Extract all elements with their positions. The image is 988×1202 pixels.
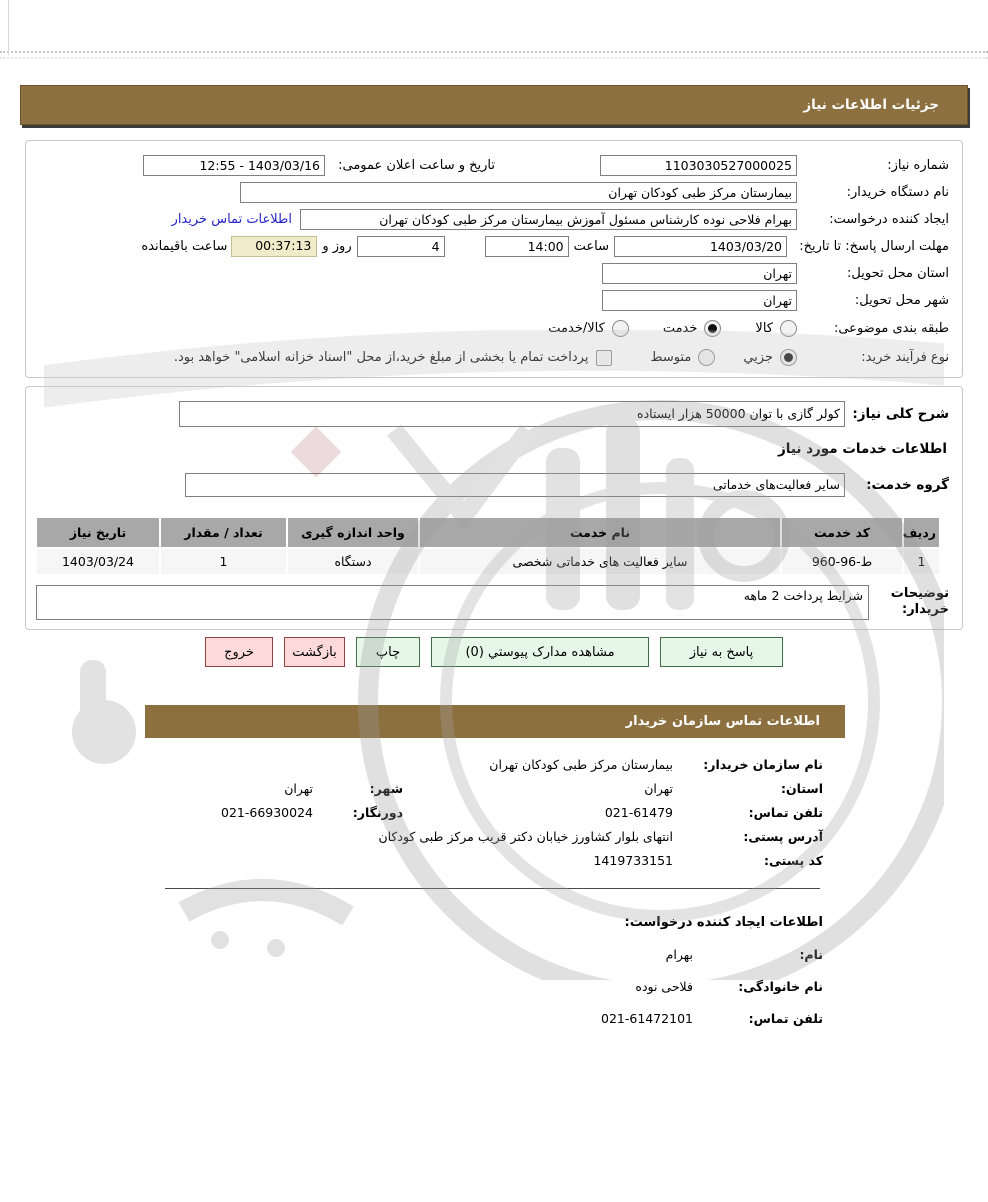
announce-datetime-input[interactable]	[143, 155, 325, 176]
radio-goods-service[interactable]	[612, 320, 629, 337]
details-header-title: جزئیات اطلاعات نیاز	[803, 97, 939, 113]
cell-service-code: ط-96-960	[782, 549, 902, 574]
respond-button[interactable]: پاسخ به نیاز	[660, 637, 783, 667]
row-buyer-device	[36, 179, 949, 206]
buyer-notes-label: توضیحات خریدار:	[890, 586, 949, 618]
org-name-value: بیمارستان مرکز طبی کودکان تهران	[489, 757, 673, 772]
radio-goods-label: کالا	[755, 321, 773, 336]
creator-first-name-value: بهرام	[665, 947, 693, 962]
org-fax-label: دورنگار:	[352, 805, 403, 820]
cell-row-no: 1	[904, 549, 939, 574]
section-divider	[165, 888, 820, 889]
category-option-goods-service[interactable]	[548, 320, 629, 337]
view-attachments-button[interactable]: مشاهده مدارک پیوستي (0)	[431, 637, 649, 667]
radio-medium-label: متوسط	[650, 350, 692, 365]
row-process-type	[36, 343, 949, 372]
delivery-province-label: استان محل تحویل:	[847, 266, 949, 281]
need-number-label: شماره نیاز:	[887, 158, 949, 173]
delivery-city-input[interactable]	[602, 290, 797, 311]
deadline-time-input[interactable]	[485, 236, 569, 257]
row-creator-first-name	[145, 947, 845, 962]
exit-button[interactable]: خروج	[205, 637, 273, 667]
row-phone-fax	[145, 805, 845, 820]
creator-phone-label: تلفن تماس:	[748, 1011, 823, 1026]
org-phone-value: 021-61479	[604, 805, 673, 820]
row-address	[145, 829, 845, 844]
service-group-input[interactable]	[185, 473, 845, 497]
print-button[interactable]: چاپ	[356, 637, 420, 667]
delivery-city-label: شهر محل تحویل:	[854, 293, 949, 308]
org-province-label: استان:	[780, 781, 823, 796]
services-table-header-row	[37, 518, 939, 547]
category-label: طبقه بندی موضوعی:	[833, 321, 949, 336]
org-address-label: آدرس پستی:	[743, 829, 823, 844]
cell-unit: دستگاه	[288, 549, 418, 574]
request-info-panel	[25, 140, 963, 378]
table-row	[37, 549, 939, 574]
back-button[interactable]: بازگشت	[284, 637, 345, 667]
col-row-no: ردیف	[904, 518, 939, 547]
page-edge-line	[8, 0, 9, 55]
action-button-row	[0, 637, 988, 667]
need-number-input[interactable]	[600, 155, 797, 176]
deadline-hour-label: ساعت	[573, 239, 609, 254]
row-org-name	[145, 757, 845, 772]
row-need-number	[36, 152, 949, 179]
category-option-service[interactable]	[663, 320, 722, 337]
creator-input[interactable]	[300, 209, 797, 230]
radio-service[interactable]	[704, 320, 721, 337]
category-option-goods[interactable]	[755, 320, 797, 337]
radio-minor-label: جزيي	[743, 350, 773, 365]
countdown-timer: 00:37:13	[231, 236, 317, 257]
row-buyer-notes	[36, 585, 949, 620]
buyer-notes-input[interactable]: شرایط پرداخت 2 ماهه	[36, 585, 869, 620]
remaining-hours-label: ساعت باقیمانده	[141, 239, 228, 254]
services-table	[35, 516, 941, 576]
col-need-date: تاریخ نیاز	[37, 518, 159, 547]
row-creator	[36, 206, 949, 233]
process-type-label: نوع فرآیند خرید:	[861, 350, 949, 365]
org-province-value: تهران	[644, 781, 673, 796]
row-need-description	[36, 399, 949, 428]
row-creator-phone	[145, 1011, 845, 1026]
row-creator-last-name	[145, 979, 845, 994]
deadline-days-input[interactable]	[357, 236, 445, 257]
creator-last-name-label: نام خانوادگی:	[738, 979, 823, 994]
need-description-input[interactable]	[179, 401, 845, 427]
row-category	[36, 314, 949, 343]
creator-info-heading: اطلاعات ایجاد کننده درخواست:	[624, 915, 823, 930]
cell-service-name: سایر فعالیت های خدماتی شخصی	[420, 549, 780, 574]
process-option-minor[interactable]	[743, 349, 797, 366]
org-address-value: انتهای بلوار کشاورز خیابان دکتر قریب مرکز طبی کودکان	[378, 829, 673, 844]
radio-goods-service-label: کالا/خدمت	[548, 321, 605, 336]
org-postal-code-label: کد پستی:	[763, 853, 823, 868]
creator-first-name-label: نام:	[799, 947, 823, 962]
creator-phone-value: 021-61472101	[601, 1011, 693, 1026]
radio-medium[interactable]	[698, 349, 715, 366]
row-province-city	[145, 781, 845, 796]
cell-quantity: 1	[161, 549, 286, 574]
row-postal-code	[145, 853, 845, 868]
org-contact-block	[145, 757, 845, 1026]
creator-last-name-value: فلاحی نوده	[635, 979, 693, 994]
need-description-label: شرح کلی نیاز:	[852, 405, 949, 422]
top-separator	[0, 51, 988, 59]
radio-minor[interactable]	[780, 349, 797, 366]
treasury-checkbox[interactable]	[596, 350, 612, 366]
org-name-label: نام سازمان خریدار:	[703, 757, 823, 772]
row-delivery-city	[36, 287, 949, 314]
radio-goods[interactable]	[780, 320, 797, 337]
services-heading: اطلاعات خدمات مورد نیاز	[777, 441, 947, 457]
col-service-name: نام خدمت	[420, 518, 780, 547]
deadline-label: مهلت ارسال پاسخ: تا تاریخ:	[799, 239, 949, 254]
treasury-checkbox-option[interactable]	[174, 350, 613, 366]
org-city-label: شهر:	[369, 781, 403, 796]
org-phone-label: تلفن تماس:	[748, 805, 823, 820]
contact-header-bar	[145, 705, 845, 738]
deadline-days-label: روز و	[322, 239, 352, 254]
service-group-label: گروه خدمت:	[866, 476, 949, 493]
row-delivery-province	[36, 260, 949, 287]
delivery-province-input[interactable]	[602, 263, 797, 284]
col-unit: واحد اندازه گیری	[288, 518, 418, 547]
process-option-medium[interactable]	[650, 349, 715, 366]
org-postal-code-value: 1419733151	[593, 853, 673, 868]
buyer-contact-link[interactable]: اطلاعات تماس خریدار	[171, 212, 292, 227]
deadline-date-input[interactable]	[614, 236, 787, 257]
row-service-group	[36, 471, 949, 498]
treasury-checkbox-label: پرداخت تمام یا بخشی از مبلغ خرید،از محل "اسناد خزانه اسلامی" خواهد بود.	[173, 350, 589, 365]
col-service-code: کد خدمت	[782, 518, 902, 547]
row-deadline	[36, 233, 949, 260]
radio-service-label: خدمت	[662, 321, 698, 336]
org-city-value: تهران	[284, 781, 313, 796]
col-quantity: تعداد / مقدار	[161, 518, 286, 547]
cell-need-date: 1403/03/24	[37, 549, 159, 574]
buyer-device-label: نام دستگاه خریدار:	[846, 185, 949, 200]
need-details-panel	[25, 386, 963, 630]
org-fax-value: 021-66930024	[221, 805, 313, 820]
contact-header-title: اطلاعات تماس سازمان خریدار	[625, 714, 820, 729]
creator-label: ایجاد کننده درخواست:	[829, 212, 949, 227]
buyer-device-input[interactable]	[240, 182, 797, 203]
announce-datetime-label: تاریخ و ساعت اعلان عمومی:	[338, 158, 495, 173]
details-header-bar	[20, 85, 968, 125]
